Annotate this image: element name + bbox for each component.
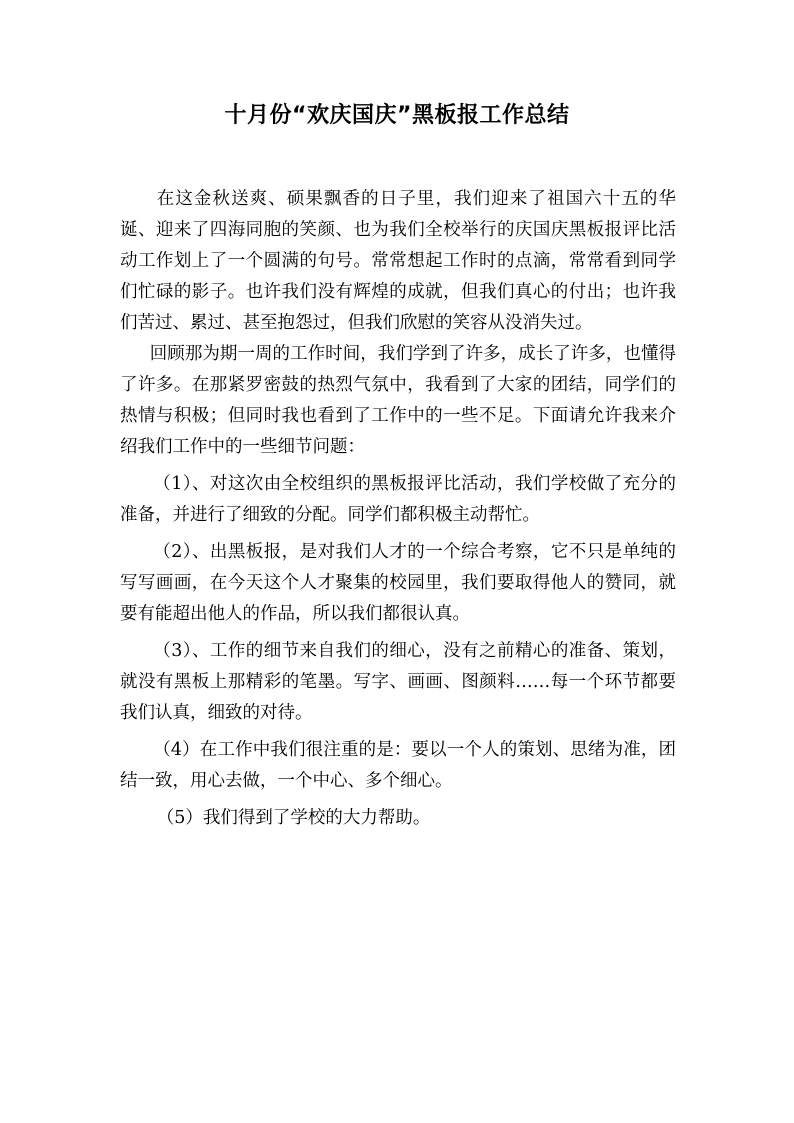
paragraph-item-5: （5）我们得到了学校的大力帮助。 — [156, 808, 431, 828]
paragraph-item-3: （3）、工作的细节来自我们的细心，没有之前精心的准备、策划，就没有黑板上那精彩的笔墨。写字、画画、图颜料……每一个环节都要我们认真，细致的对待。 — [120, 641, 676, 723]
paragraph-intro: 在这金秋送爽、硕果飘香的日子里，我们迎来了祖国六十五的华诞、迎来了四海同胞的笑颜、也为我们全校举行的庆国庆黑板报评比活动工作划上了一个圆满的句号。常常想起工作时的点滴，常常看到同学们忙碌的影子。也许我们没有辉煌的成就，但我们真心的付出；也许我们苦过、累过、甚至抱怨过，但我们欣慰的笑容从没消失过。 — [120, 189, 676, 333]
document-body — [120, 184, 676, 834]
paragraph-item-4: （4）在工作中我们很注重的是：要以一个人的策划、思绪为准，团结一致，用心去做，一个中心、多个细心。 — [120, 740, 676, 791]
paragraph-review: 回顾那为期一周的工作时间，我们学到了许多，成长了许多，也懂得了许多。在那紧罗密鼓的热烈气氛中，我看到了大家的团结，同学们的热情与积极；但同时我也看到了工作中的一些不足。下面请允许我来介绍我们工作中的一些细节问题： — [120, 344, 676, 457]
paragraph-item-2: （2）、出黑板报，是对我们人才的一个综合考察，它不只是单纯的写写画画，在今天这个人才聚集的校园里，我们要取得他人的赞同，就要有能超出他人的作品，所以我们都很认真。 — [120, 542, 676, 624]
paragraph-item-1: （1）、对这次由全校组织的黑板报评比活动，我们学校做了充分的准备，并进行了细致的分配。同学们都积极主动帮忙。 — [120, 474, 676, 525]
document-title: 十月份“欢庆国庆”黑板报工作总结 — [224, 103, 570, 128]
